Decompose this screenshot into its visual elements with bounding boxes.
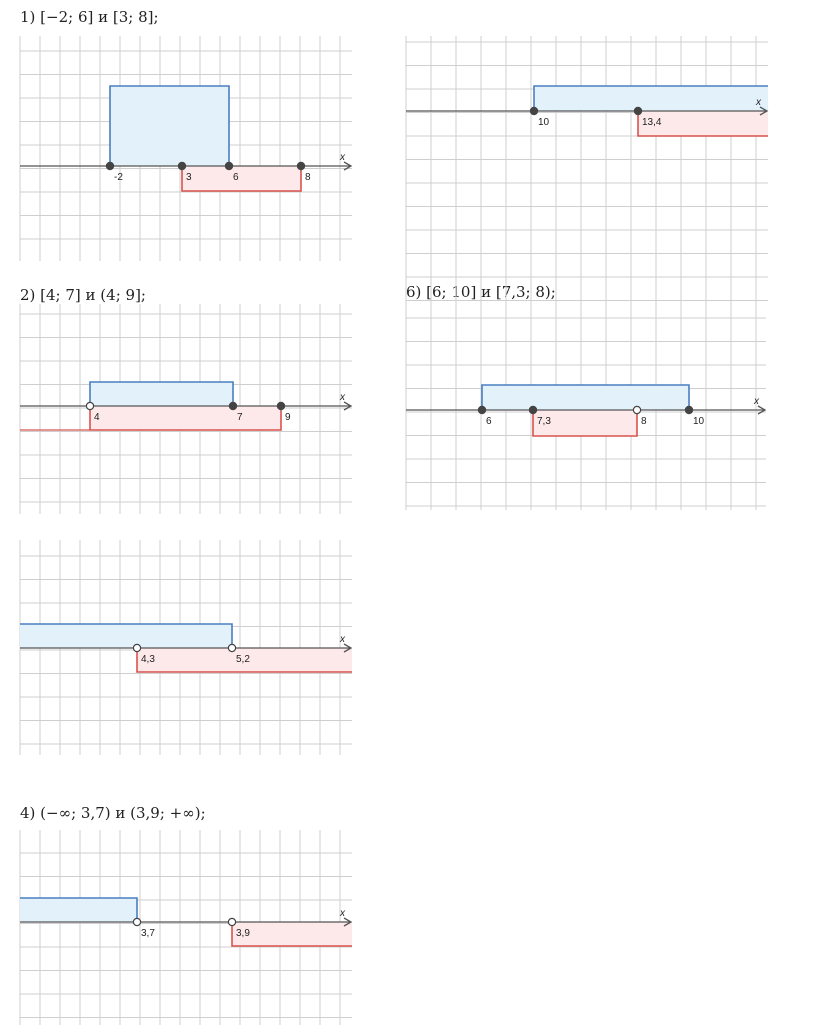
interval-blue-fill: [482, 385, 689, 410]
caption-problem-2: 2) [4; 7] и (4; 9];: [20, 286, 146, 304]
closed-endpoint: [297, 162, 304, 169]
x-axis-label: x: [340, 908, 345, 919]
closed-endpoint: [529, 406, 536, 413]
open-endpoint: [228, 644, 235, 651]
point-label: 4,3: [141, 654, 155, 665]
point-label: 8: [641, 416, 647, 427]
number-line-svg: [406, 302, 766, 510]
point-label: 3,9: [236, 928, 250, 939]
closed-endpoint: [478, 406, 485, 413]
open-endpoint: [133, 918, 140, 925]
diagram-problem-2: [20, 304, 352, 514]
closed-endpoint: [685, 406, 692, 413]
x-axis-label: x: [754, 396, 759, 407]
x-axis-label: x: [756, 97, 761, 108]
diagram-problem-6: [406, 302, 766, 510]
x-axis-label: x: [340, 152, 345, 163]
grid: [406, 36, 768, 306]
point-label: 3,7: [141, 928, 155, 939]
interval-blue-fill: [20, 624, 232, 648]
closed-endpoint: [530, 107, 537, 114]
interval-blue-fill: [534, 86, 768, 111]
point-label: 5,2: [236, 654, 250, 665]
number-line-svg: [406, 36, 768, 306]
point-label: 8: [305, 172, 311, 183]
open-endpoint: [86, 402, 93, 409]
interval-red-fill: [182, 166, 301, 191]
number-line-svg: [20, 304, 352, 514]
closed-endpoint: [634, 107, 641, 114]
diagram-problem-1: [20, 36, 352, 261]
x-axis-label: x: [340, 392, 345, 403]
number-line-svg: [20, 540, 352, 755]
point-label: 3: [186, 172, 192, 183]
closed-endpoint: [225, 162, 232, 169]
number-line-svg: [20, 36, 352, 261]
interval-blue-fill: [110, 86, 229, 166]
caption-problem-4: 4) (−∞; 3,7) и (3,9; +∞);: [20, 804, 206, 822]
point-label: 10: [693, 416, 705, 427]
point-label: 6: [233, 172, 239, 183]
diagram-problem-3: [20, 540, 352, 755]
closed-endpoint: [178, 162, 185, 169]
open-endpoint: [133, 644, 140, 651]
caption-problem-6: 6) [6; 10] и [7,3; 8);: [406, 283, 556, 301]
interval-red-fill: [232, 922, 352, 946]
point-label: -2: [114, 172, 123, 183]
interval-blue-fill: [90, 382, 233, 406]
point-label: 4: [94, 412, 100, 423]
point-label: 9: [285, 412, 291, 423]
point-label: 6: [486, 416, 492, 427]
closed-endpoint: [229, 402, 236, 409]
caption-problem-1: 1) [−2; 6] и [3; 8];: [20, 8, 159, 26]
x-axis-label: x: [340, 634, 345, 645]
closed-endpoint: [106, 162, 113, 169]
interval-blue-fill: [20, 898, 137, 922]
point-label: 7: [237, 412, 243, 423]
point-label: 13,4: [642, 117, 662, 128]
closed-endpoint: [277, 402, 284, 409]
interval-red-fill: [90, 406, 281, 430]
number-line-svg: [20, 830, 352, 1025]
diagram-problem-top-right: [406, 36, 768, 306]
open-endpoint: [633, 406, 640, 413]
point-label: 7,3: [537, 416, 551, 427]
open-endpoint: [228, 918, 235, 925]
diagram-problem-4: [20, 830, 352, 1025]
point-label: 10: [538, 117, 550, 128]
